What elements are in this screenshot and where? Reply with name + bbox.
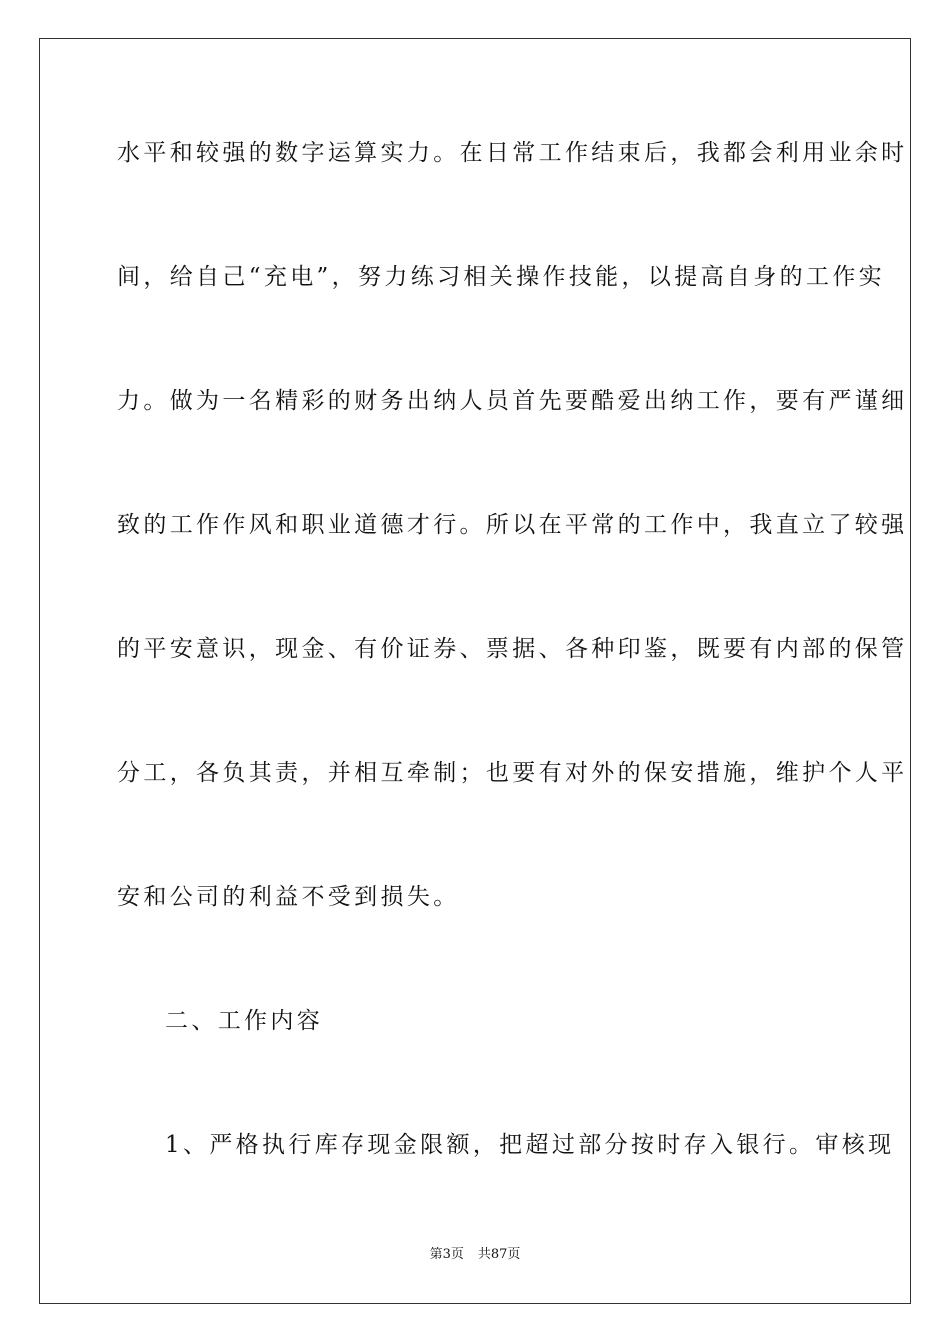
body-text-line: 安和公司的利益不受到损失。 — [117, 884, 460, 910]
page-border — [39, 38, 911, 1304]
page-number: 第3页 — [429, 1247, 464, 1262]
body-text-line: 的平安意识，现金、有价证券、票据、各种印鉴，既要有内部的保管 — [117, 636, 908, 662]
body-text-line: 间，给自己“充电”，努力练习相关操作技能，以提高自身的工作实 — [117, 264, 886, 290]
body-text-line: 力。做为一名精彩的财务出纳人员首先要酷爱出纳工作，要有严谨细 — [117, 388, 908, 414]
body-text-line: 水平和较强的数字运算实力。在日常工作结束后，我都会利用业余时 — [117, 140, 908, 166]
list-item-line: 1、严格执行库存现金限额，把超过部分按时存入银行。审核现 — [165, 1132, 895, 1158]
body-text-line: 致的工作作风和职业道德才行。所以在平常的工作中，我直立了较强 — [117, 512, 908, 538]
body-text-line: 分工，各负其责，并相互牵制；也要有对外的保安措施，维护个人平 — [117, 760, 908, 786]
page-footer — [0, 1246, 950, 1264]
section-heading: 二、工作内容 — [165, 1008, 324, 1034]
page-total: 共87页 — [477, 1247, 521, 1262]
